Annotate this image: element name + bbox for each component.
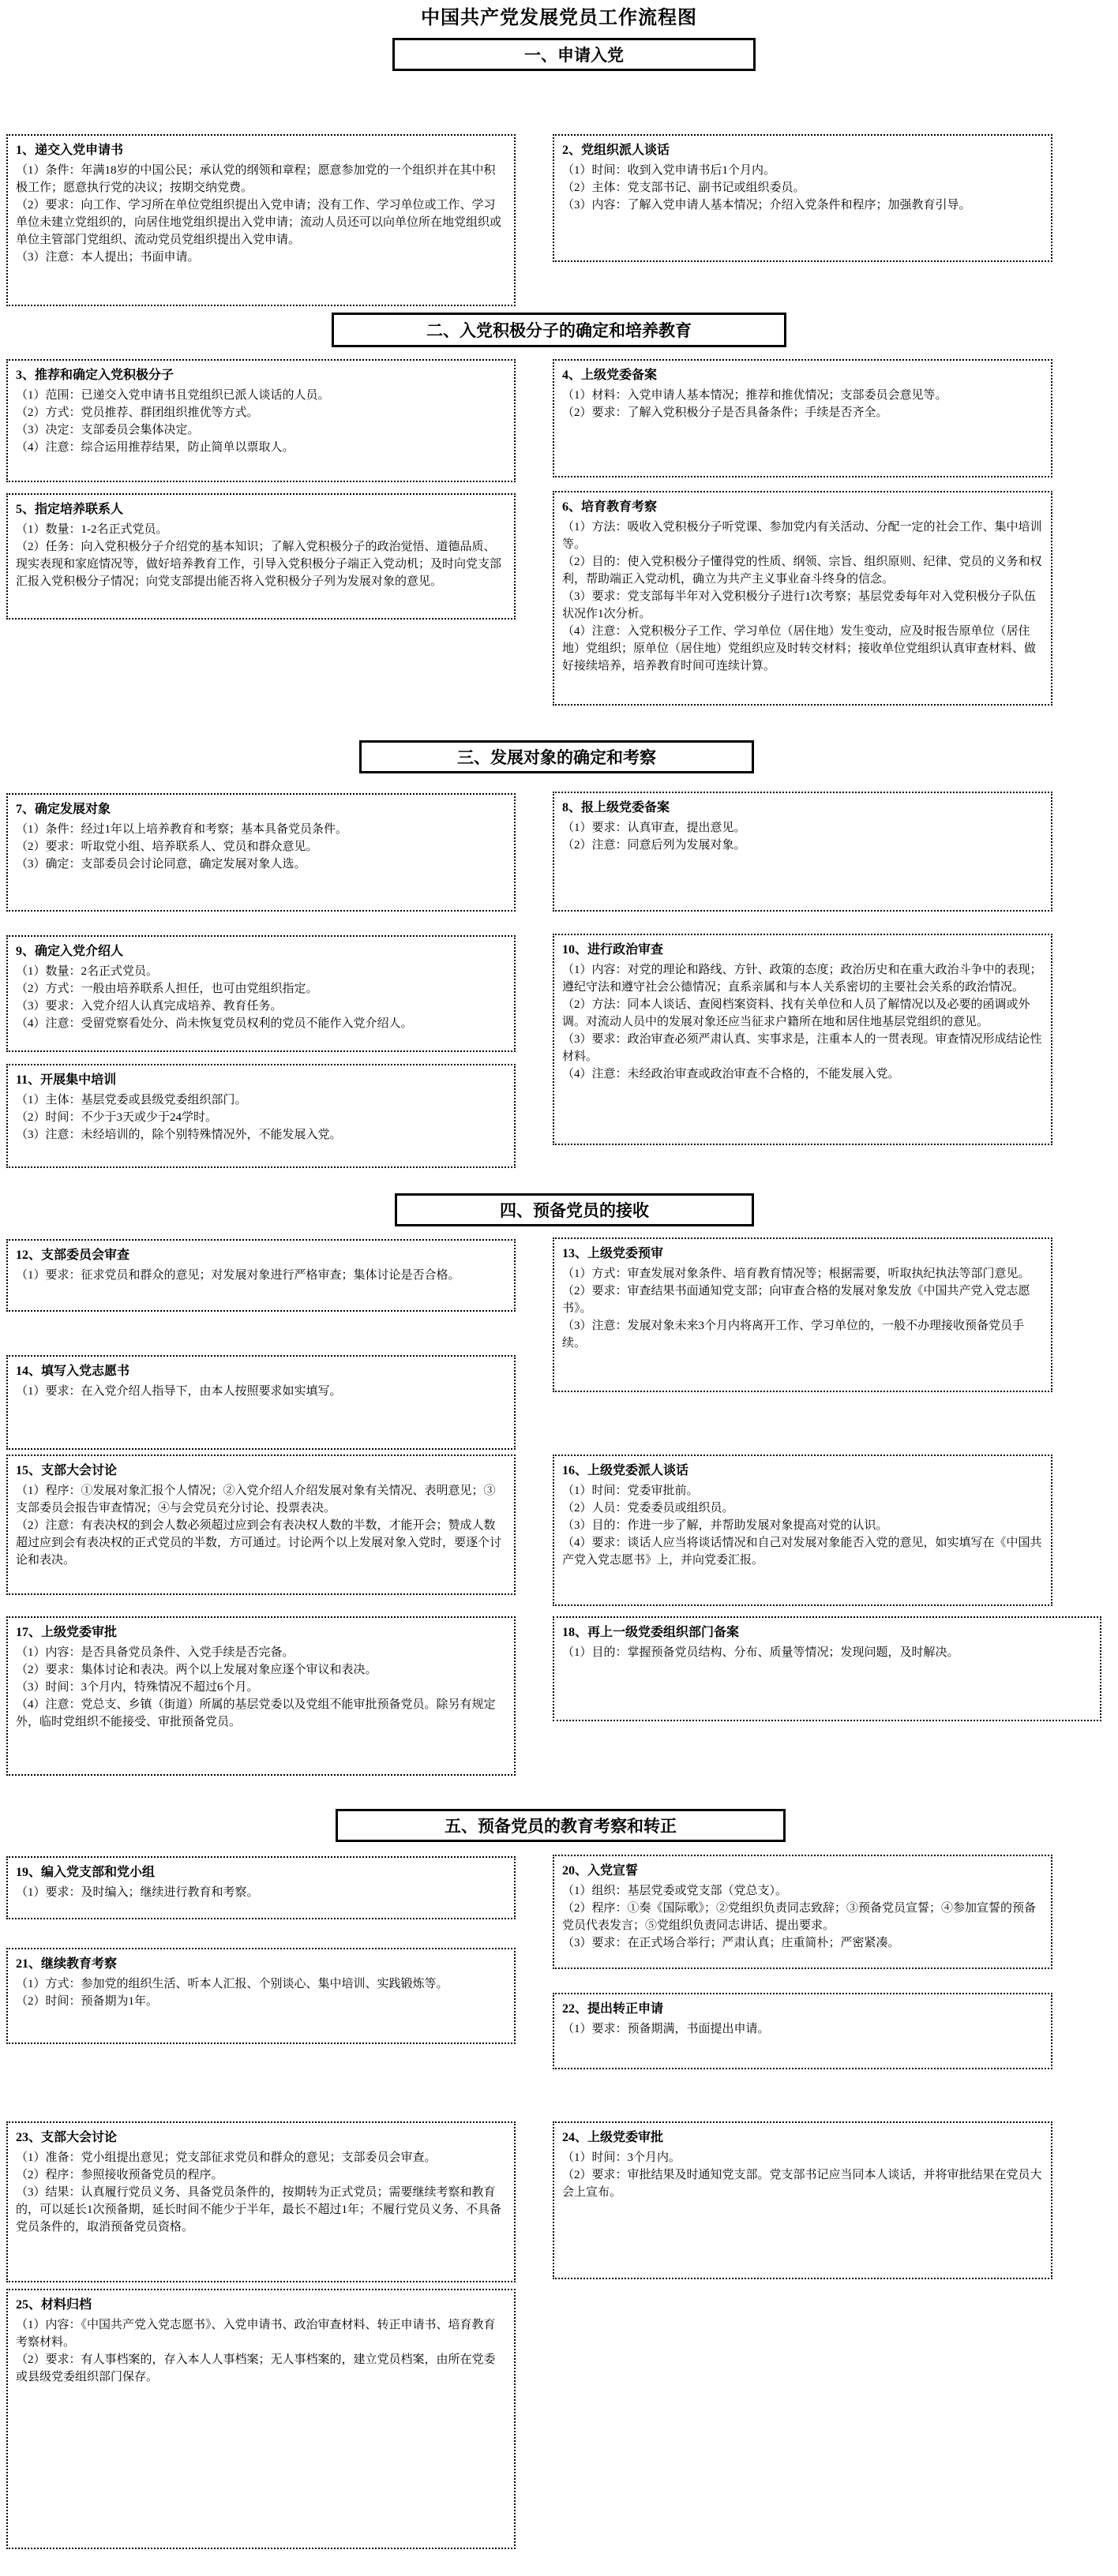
- flow-box-title: 21、继续教育考察: [16, 1957, 118, 1971]
- flow-box-title: 16、上级党委派人谈话: [562, 1464, 689, 1477]
- flow-box-line: （2）要求：向工作、学习所在单位党组织提出入党申请；没有工作、学习单位或工作、学习单位未建立党组织的，向居住地党组织提出入党申请；流动人员还可以向单位所在地党组织或单位主管部门党组织、流动党员党组织提出入党申请。: [16, 199, 502, 246]
- flow-box-line: （4）注意：党总支、乡镇（街道）所属的基层党委以及党组不能审批预备党员。除另有规定外，临时党组织不能接受、审批预备党员。: [16, 1698, 496, 1728]
- flow-box-line: （1）内容：对党的理论和路线、方针、政策的态度；政治历史和在重大政治斗争中的表现；遵纪守法和遵守社会公德情况；直系亲属和与本人关系密切的主要社会关系的政治情况。: [562, 964, 1042, 994]
- flow-box-title: 18、再上一级党委组织部门备案: [562, 1626, 740, 1639]
- flow-box-line: （2）程序：①奏《国际歌》；②党组织负责同志致辞；③预备党员宣誓；④参加宣誓的预备党员代表发言；⑤党组织负责同志讲话、提出要求。: [562, 1902, 1037, 1932]
- flow-box-line: （1）组织：基层党委或党支部（党总支）。: [562, 1885, 788, 1897]
- flow-box-title: 9、确定入党介绍人: [16, 945, 124, 958]
- flow-box-title: 5、指定培养联系人: [16, 503, 124, 516]
- flow-box-line: （3）要求：在正式场合举行；严肃认真；庄重简朴；严密紧凑。: [562, 1937, 900, 1949]
- section-header-1: 一、申请入党: [392, 38, 756, 71]
- flow-box-9: [6, 935, 516, 1052]
- flow-box-title: 12、支部委员会审查: [16, 1249, 130, 1262]
- flow-box-title: 3、推荐和确定入党积极分子: [16, 369, 174, 382]
- flow-box-line: （2）要求：集体讨论和表决。两个以上发展对象应逐个审议和表决。: [16, 1664, 377, 1676]
- flow-box-line: （2）目的：使入党积极分子懂得党的性质、纲领、宗旨、组织原则、纪律、党员的义务和权利，帮助端正入党动机，确立为共产主义事业奋斗终身的信念。: [562, 556, 1042, 586]
- section-header-4: 四、预备党员的接收: [395, 1193, 754, 1226]
- flow-box-3: [6, 359, 516, 482]
- flow-box-10: [553, 934, 1052, 1145]
- flow-box-line: （1）要求：认真审查，提出意见。: [562, 822, 746, 834]
- flow-box-line: （2）方法：同本人谈话、查阅档案资料、找有关单位和人员了解情况以及必要的函调或外调。对流动人员中的发展对象还应当征求户籍所在地和居住地基层党组织的意见。: [562, 998, 1030, 1028]
- flow-box-17: [6, 1616, 516, 1776]
- flow-box-title: 15、支部大会讨论: [16, 1464, 118, 1477]
- flow-box-title: 25、材料归档: [16, 2298, 92, 2312]
- flow-box-title: 10、进行政治审查: [562, 943, 664, 957]
- flow-box-title: 23、支部大会讨论: [16, 2131, 118, 2144]
- flow-box-title: 7、确定发展对象: [16, 803, 111, 816]
- flow-box-line: （2）方式：一般由培养联系人担任，也可由党组织指定。: [16, 983, 318, 995]
- flow-box-20: [553, 1855, 1052, 1969]
- flow-box-line: （2）主体：党支部书记、副书记或组织委员。: [562, 182, 805, 194]
- flow-box-line: （4）注意：未经政治审查或政治审查不合格的，不能发展入党。: [562, 1068, 900, 1080]
- flow-box-6: [553, 491, 1052, 706]
- flow-box-line: （1）方式：审查发展对象条件、培育教育情况等；根据需要，听取执纪执法等部门意见。: [562, 1267, 1030, 1280]
- flow-box-title: 14、填写入党志愿书: [16, 1365, 130, 1378]
- flow-box-line: （1）主体：基层党委或县级党委组织部门。: [16, 1094, 247, 1106]
- flow-box-line: （3）要求：党支部每半年对入党积极分子进行1次考察；基层党委每年对入党积极分子队伍状况作1次分析。: [562, 590, 1037, 620]
- flow-box-14: [6, 1355, 516, 1450]
- flow-box-24: [553, 2121, 1052, 2279]
- flow-box-line: （3）确定：支部委员会讨论同意，确定发展对象人选。: [16, 858, 306, 871]
- flow-box-line: （1）条件：经过1年以上培养教育和考察；基本具备党员条件。: [16, 823, 348, 836]
- flow-box-title: 2、党组织派人谈话: [562, 144, 670, 157]
- flow-box-line: （2）要求：审批结果及时通知党支部。党支部书记应当同本人谈话，并将审批结果在党员大会上宣布。: [562, 2169, 1042, 2199]
- flow-box-4: [553, 359, 1052, 477]
- flow-box-21: [6, 1948, 516, 2044]
- flow-box-title: 13、上级党委预审: [562, 1247, 664, 1260]
- flow-box-title: 4、上级党委备案: [562, 369, 658, 382]
- flow-box-line: （3）时间：3个月内，特殊情况不超过6个月。: [16, 1681, 259, 1694]
- flow-box-line: （3）要求：政治审查必须严肃认真、实事求是，注重本人的一贯表现。审查情况形成结论性材料。: [562, 1033, 1042, 1063]
- flow-box-line: （3）注意：未经培训的，除个别特殊情况外，不能发展入党。: [16, 1129, 342, 1141]
- flow-box-title: 19、编入党支部和党小组: [16, 1866, 156, 1879]
- flow-box-line: （2）时间：预备期为1年。: [16, 1995, 159, 2008]
- flow-box-line: （2）方式：党员推荐、群团组织推优等方式。: [16, 406, 259, 419]
- flow-box-line: （2）注意：有表决权的到会人数必须超过应到会有表决权人数的半数，才能开会；赞成人数超过应到会有表决权的正式党员的半数，方可通过。讨论两个以上发展对象入党时，要逐个讨论和表决。: [16, 1519, 502, 1567]
- flow-box-5: [6, 493, 516, 620]
- section-header-5: 五、预备党员的教育考察和转正: [336, 1809, 786, 1842]
- flow-box-13: [553, 1237, 1052, 1392]
- flow-box-15: [6, 1455, 516, 1595]
- flow-box-line: （1）要求：在入党介绍人指导下，由本人按照要求如实填写。: [16, 1385, 342, 1398]
- flow-box-8: [553, 792, 1052, 912]
- flow-box-line: （2）要求：有人事档案的，存入本人人事档案；无人事档案的，建立党员档案，由所在党委或县级党委组织部门保存。: [16, 2353, 496, 2383]
- flow-box-22: [553, 1993, 1052, 2069]
- flow-box-line: （3）目的：作进一步了解，并帮助发展对象提高对党的认识。: [562, 1519, 888, 1532]
- flow-box-line: （3）注意：本人提出；书面申请。: [16, 251, 200, 264]
- flow-box-line: （1）条件：年满18岁的中国公民；承认党的纲领和章程；愿意参加党的一个组织并在其中积极工作；愿意执行党的决议；按期交纳党费。: [16, 164, 496, 194]
- flow-box-line: （2）程序：参照接收预备党员的程序。: [16, 2169, 223, 2181]
- flow-box-11: [6, 1064, 516, 1168]
- flow-box-25: [6, 2289, 516, 2549]
- flow-box-line: （1）时间：党委审批前。: [562, 1485, 699, 1497]
- flow-box-line: （2）时间：不少于3天或少于24学时。: [16, 1111, 218, 1124]
- flow-box-line: （2）任务：向入党积极分子介绍党的基本知识；了解入党积极分子的政治觉悟、道德品质、现实表现和家庭情况等，做好培养教育工作，引导入党积极分子端正入党动机；及时向党支部汇报入党积极分子情况；向党支部提出能否将入党积极分子列为发展对象的意见。: [16, 541, 502, 588]
- flow-box-line: （1）范围：已递交入党申请书且党组织已派人谈话的人员。: [16, 389, 330, 402]
- flow-box-line: （4）要求：谈话人应当将谈话情况和自己对发展对象能否入党的意见，如实填写在《中国共产党入党志愿书》上，并向党委汇报。: [562, 1537, 1042, 1567]
- flow-box-18: [553, 1616, 1101, 1721]
- flow-box-16: [553, 1455, 1052, 1606]
- flow-box-title: 22、提出转正申请: [562, 2002, 664, 2016]
- flow-box-line: （3）注意：发展对象未来3个月内将离开工作、学习单位的，一般不办理接收预备党员手续。: [562, 1320, 1025, 1350]
- flow-box-line: （1）目的：掌握预备党员结构、分布、质量等情况；发现问题，及时解决。: [562, 1646, 959, 1659]
- flow-box-1: [6, 134, 516, 306]
- flow-box-line: （4）注意：受留党察看处分、尚未恢复党员权利的党员不能作入党介绍人。: [16, 1017, 413, 1030]
- flow-box-12: [6, 1239, 516, 1312]
- flow-box-7: [6, 793, 516, 912]
- flow-box-title: 17、上级党委审批: [16, 1626, 118, 1639]
- flow-box-title: 24、上级党委审批: [562, 2131, 664, 2144]
- flow-box-23: [6, 2121, 516, 2282]
- flow-box-line: （3）要求：入党介绍人认真完成培养、教育任务。: [16, 1000, 283, 1013]
- flow-box-line: （3）决定：支部委员会集体决定。: [16, 424, 200, 436]
- flow-box-2: [553, 134, 1052, 262]
- flow-box-line: （1）程序：①发展对象汇报个人情况；②入党介绍人介绍发展对象有关情况、表明意见；③支部委员会报告审查情况；④与会党员充分讨论、投票表决。: [16, 1485, 496, 1515]
- flow-box-line: （1）准备：党小组提出意见；党支部征求党员和群众的意见；支部委员会审查。: [16, 2151, 437, 2164]
- flow-box-line: （4）注意：入党积极分子工作、学习单位（居住地）发生变动，应及时报告原单位（居住地）党组织；原单位（居住地）党组织应及时转交材料；接收单位党组织认真审查材料、做好接续培养，培养教育时间可连续计算。: [562, 625, 1037, 672]
- flow-box-title: 20、入党宣誓: [562, 1864, 639, 1878]
- flow-box-line: （2）要求：审查结果书面通知党支部；向审查合格的发展对象发放《中国共产党入党志愿书》。: [562, 1285, 1030, 1315]
- flow-box-line: （1）要求：征求党员和群众的意见；对发展对象进行严格审查；集体讨论是否合格。: [16, 1269, 460, 1282]
- flow-box-line: （1）时间：3个月内。: [562, 2151, 681, 2164]
- flow-box-line: （2）要求：了解入党积极分子是否具备条件；手续是否齐全。: [562, 406, 888, 419]
- page-title: 中国共产党发展党员工作流程图: [421, 8, 697, 28]
- flow-box-line: （1）内容：是否具备党员条件、入党手续是否完备。: [16, 1646, 295, 1659]
- flow-box-line: （1）要求：及时编入；继续进行教育和考察。: [16, 1886, 259, 1899]
- flow-box-line: （1）数量：2名正式党员。: [16, 965, 159, 978]
- flow-box-19: [6, 1856, 516, 1919]
- flow-box-line: （1）方法：吸收入党积极分子听党课、参加党内有关活动、分配一定的社会工作、集中培训等。: [562, 521, 1042, 551]
- flow-box-line: （3）结果：认真履行党员义务、具备党员条件的，按期转为正式党员；需要继续考察和教育的，可以延长1次预备期，延长时间不能少于半年，最长不超过1年；不履行党员义务、不具备党员条件的，取消预备党员资格。: [16, 2186, 502, 2233]
- section-header-3: 三、发展对象的确定和考察: [359, 740, 754, 773]
- flow-box-line: （2）人员：党委委员或组织员。: [562, 1502, 734, 1515]
- flow-box-line: （1）数量：1-2名正式党员。: [16, 523, 168, 536]
- flow-box-title: 1、递交入党申请书: [16, 144, 124, 157]
- flow-box-line: （1）材料：入党申请人基本情况；推荐和推优情况；支部委员会意见等。: [562, 389, 947, 402]
- flow-box-title: 8、报上级党委备案: [562, 801, 670, 814]
- flow-box-line: （4）注意：综合运用推荐结果，防止简单以票取人。: [16, 441, 295, 454]
- section-header-2: 二、入党积极分子的确定和培养教育: [332, 313, 786, 347]
- flow-box-line: （1）要求：预备期满，书面提出申请。: [562, 2023, 770, 2035]
- flow-box-line: （1）方式：参加党的组织生活、听本人汇报、个别谈心、集中培训、实践锻炼等。: [16, 1978, 448, 1990]
- flow-box-line: （2）要求：听取党小组、培养联系人、党员和群众意见。: [16, 841, 318, 853]
- flow-box-title: 11、开展集中培训: [16, 1073, 117, 1087]
- flow-box-line: （3）内容：了解入党申请人基本情况；介绍入党条件和程序；加强教育引导。: [562, 199, 971, 212]
- flow-box-line: （1）时间：收到入党申请书后1个月内。: [562, 164, 776, 177]
- flow-box-line: （2）注意：同意后列为发展对象。: [562, 839, 746, 852]
- flow-box-title: 6、培育教育考察: [562, 500, 658, 514]
- flow-box-line: （1）内容：《中国共产党入党志愿书》、入党申请书、政治审查材料、转正申请书、培育教育考察材料。: [16, 2319, 496, 2349]
